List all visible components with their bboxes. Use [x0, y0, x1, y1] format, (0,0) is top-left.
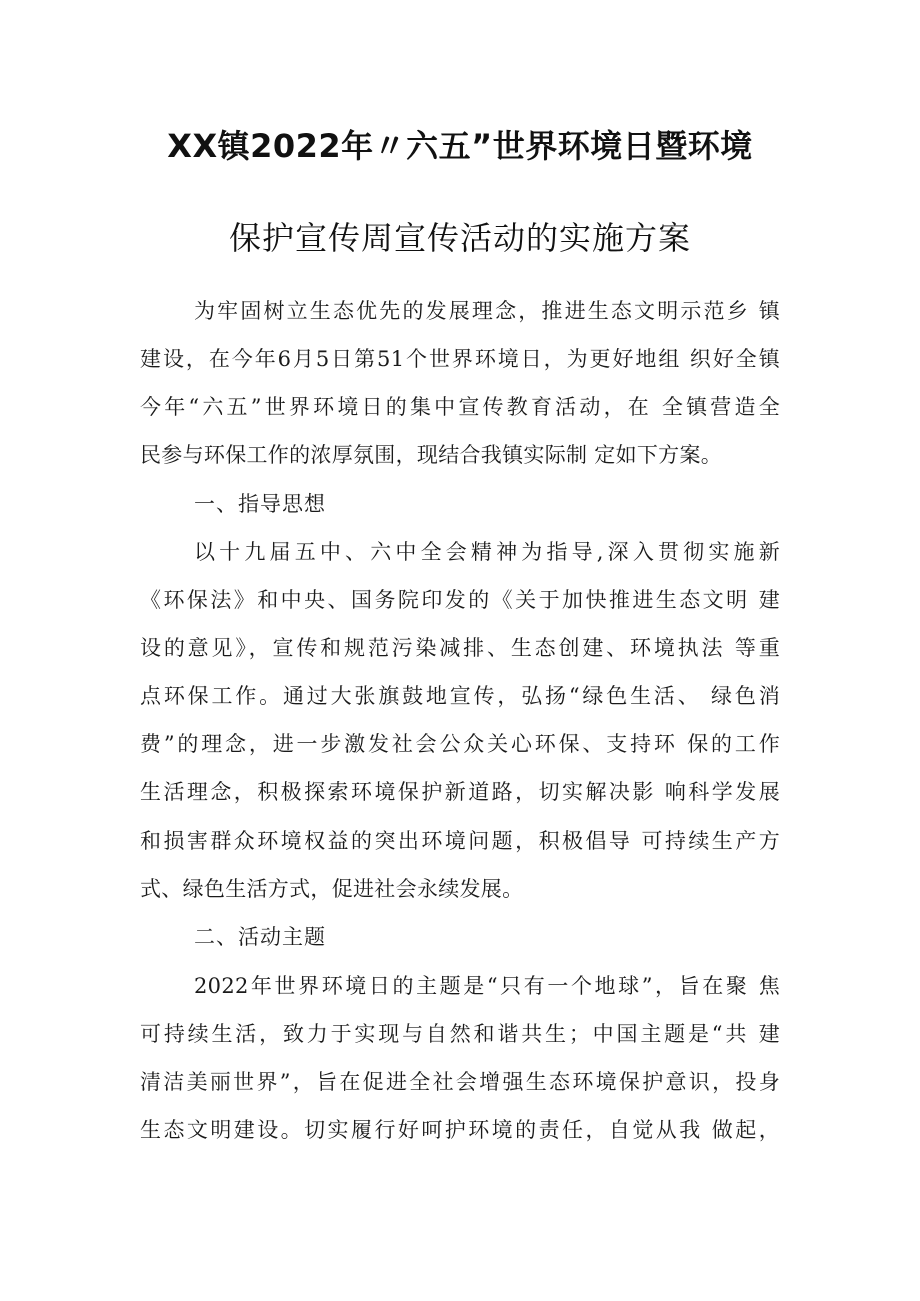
section-2-heading: 二、活动主题: [194, 925, 326, 949]
section-1-line: 以十九届五中、六中全会精神为指导,深入贯彻实施新: [194, 540, 780, 564]
intro-line: 建设，在今年6月5日第51个世界环境日，为更好地组 织好全镇: [140, 347, 780, 371]
section-1-line: 《环保法》和中央、国务院印发的《关于加快推进生态文明 建: [140, 588, 780, 612]
section-1-line: 生活理念，积极探索环境保护新道路，切实解决影 响科学发展: [140, 780, 780, 804]
intro-line: 今年“六五”世界环境日的集中宣传教育活动，在 全镇营造全: [140, 395, 780, 419]
document-title-line-1: XX镇2022年〃六五”世界环境日暨环境: [167, 127, 753, 165]
section-2-line: 可持续生活，致力于实现与自然和谐共生；中国主题是“共 建: [140, 1022, 780, 1046]
intro-line: 为牢固树立生态优先的发展理念，推进生态文明示范乡 镇: [194, 299, 780, 323]
section-2-line: 生态文明建设。切实履行好呵护环境的责任，自觉从我 做起，: [140, 1118, 780, 1142]
document-title-line-2: 保护宣传周宣传活动的实施方案: [228, 219, 691, 257]
section-1-line: 设的意见》，宣传和规范污染减排、生态创建、环境执法 等重: [140, 636, 780, 660]
section-1-line: 费”的理念，进一步激发社会公众关心环保、支持环 保的工作: [140, 732, 780, 756]
section-1-line: 和损害群众环境权益的突出环境问题，积极倡导 可持续生产方: [140, 829, 780, 853]
section-1-heading: 一、指导思想: [194, 492, 326, 516]
section-1-line: 式、绿色生活方式，促进社会永续发展。: [140, 877, 524, 901]
intro-line: 民参与环保工作的浓厚氛围，现结合我镇实际制 定如下方案。: [140, 443, 723, 467]
section-1-line: 点环保工作。通过大张旗鼓地宣传，弘扬“绿色生活、 绿色消: [140, 684, 780, 708]
section-2-line: 2022年世界环境日的主题是“只有一个地球”，旨在聚 焦: [194, 974, 780, 998]
section-2-line: 清洁美丽世界”，旨在促进全社会增强生态环境保护意识，投身: [140, 1070, 780, 1094]
